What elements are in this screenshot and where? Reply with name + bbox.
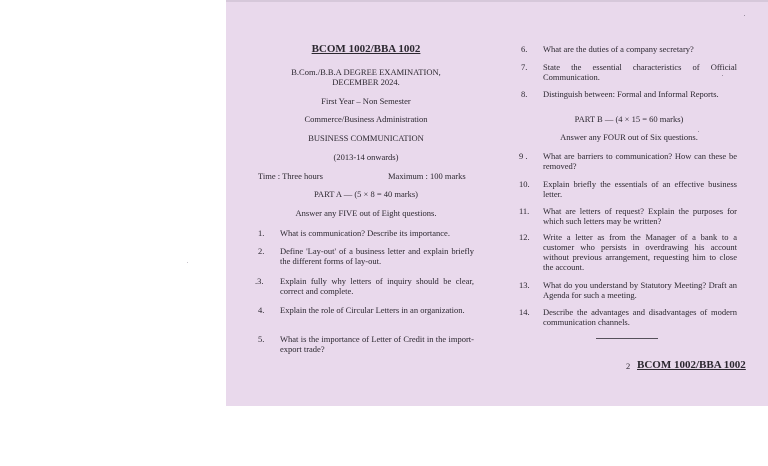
question-text: What are letters of request? Explain the purposes for which such letters may be written? xyxy=(543,206,737,226)
question-number: 5. xyxy=(258,334,265,344)
question-number: .3. xyxy=(255,276,264,286)
question-text: Distinguish between: Formal and Informal Reports. xyxy=(543,89,719,99)
paper-code-footer: BCOM 1002/BBA 1002 xyxy=(637,359,746,371)
question-number: 2. xyxy=(258,246,265,256)
question-number: 12. xyxy=(519,232,530,242)
question-text: Explain fully why letters of inquiry should be clear, correct and complete. xyxy=(280,276,474,296)
scan-speck xyxy=(698,131,699,132)
question-number: 10. xyxy=(519,179,530,189)
question-number: 11. xyxy=(519,206,530,216)
question-number: 6. xyxy=(521,44,528,54)
exam-max-marks: Maximum : 100 marks xyxy=(388,171,466,181)
exam-year: First Year – Non Semester xyxy=(321,96,411,106)
exam-department: Commerce/Business Administration xyxy=(304,114,428,124)
part-b-title: PART B — (4 × 15 = 60 marks) xyxy=(574,114,684,124)
question-text: Write a letter as from the Manager of a bank to a customer who persists in overdrawing his account without previous arrangement, requesting him to close the account. xyxy=(543,232,737,272)
question-text: What is communication? Describe its importance. xyxy=(280,228,450,238)
question-text: Describe the advantages and disadvantages of modern communication channels. xyxy=(543,307,737,327)
question-number: 13. xyxy=(519,280,530,290)
question-text: What is the importance of Letter of Credit in the import-export trade? xyxy=(280,334,474,354)
question-number: 9 . xyxy=(519,151,528,161)
question-text: What are barriers to communication? How can these be removed? xyxy=(543,151,737,171)
page-number: 2 xyxy=(626,361,631,371)
scan-speck xyxy=(744,15,745,16)
question-number: 7. xyxy=(521,62,528,72)
question-text: Explain briefly the essentials of an effective business letter. xyxy=(543,179,737,199)
exam-duration: Time : Three hours xyxy=(258,171,323,181)
paper-code-header: BCOM 1002/BBA 1002 xyxy=(311,43,421,55)
question-number: 1. xyxy=(258,228,265,238)
exam-date: DECEMBER 2024. xyxy=(332,77,400,87)
part-a-title: PART A — (5 × 8 = 40 marks) xyxy=(313,189,418,199)
scan-speck xyxy=(187,262,188,263)
question-number: 8. xyxy=(521,89,528,99)
end-rule xyxy=(596,338,658,339)
exam-batch: (2013-14 onwards) xyxy=(333,152,399,162)
question-text: What do you understand by Statutory Meeting? Draft an Agenda for such a meeting. xyxy=(543,280,737,300)
part-b-instruction: Answer any FOUR out of Six questions. xyxy=(560,132,698,142)
question-text: What are the duties of a company secretary? xyxy=(543,44,694,54)
exam-title: B.Com./B.B.A DEGREE EXAMINATION, xyxy=(291,67,441,77)
question-text: Define 'Lay-out' of a business letter and explain briefly the different forms of lay-out. xyxy=(280,246,474,266)
question-text: State the essential characteristics of Official Communication. xyxy=(543,62,737,82)
scan-speck xyxy=(722,75,723,76)
question-number: 4. xyxy=(258,305,265,315)
question-number: 14. xyxy=(519,307,530,317)
exam-subject: BUSINESS COMMUNICATION xyxy=(308,133,424,143)
part-a-instruction: Answer any FIVE out of Eight questions. xyxy=(295,208,437,218)
question-text: Explain the role of Circular Letters in an organization. xyxy=(280,305,465,315)
